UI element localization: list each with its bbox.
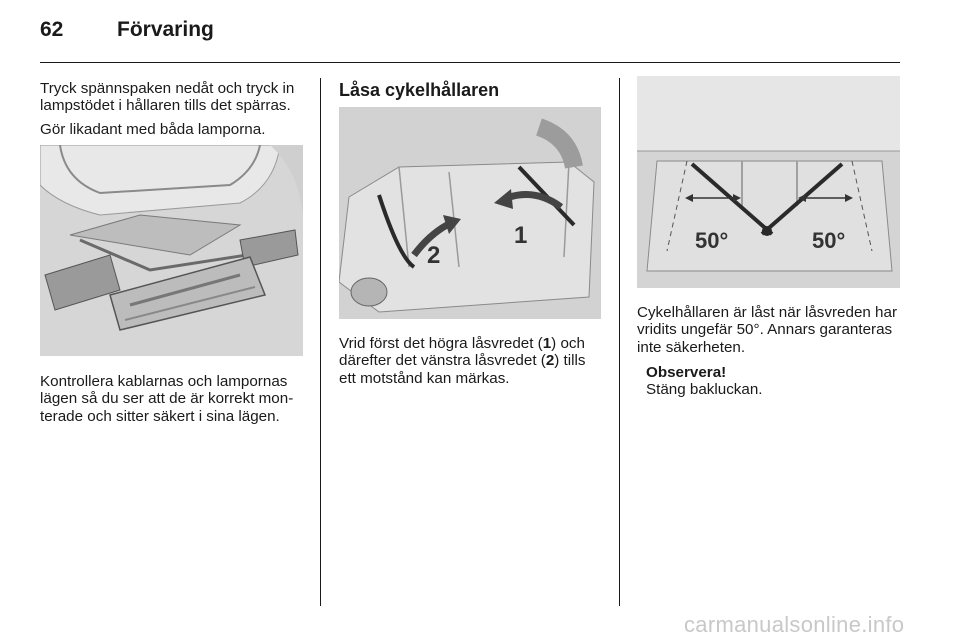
col1-para3: Kontrollera kablarnas och lampornas lägen så du ser att de är korrekt monterade och sitter säkert i sina lägen. <box>40 373 294 425</box>
angle-label-right: 50° <box>812 228 846 253</box>
ref-2: 2 <box>545 352 555 370</box>
col1-para1: Tryck spännspaken nedåt och tryck in lampstödet i hållaren tills det spärras. <box>40 80 295 115</box>
watermark: carmanualsonline.info <box>684 612 905 637</box>
section-heading: Låsa cykelhållaren <box>339 80 500 100</box>
note-title: Observera! <box>646 364 727 381</box>
note-text: Stäng bakluckan. <box>646 381 763 399</box>
note-box <box>646 364 763 399</box>
callout-1: 1 <box>514 222 528 249</box>
col1-para2: Gör likadant med båda lamporna. <box>40 121 266 138</box>
lock-knobs-illustration <box>339 107 601 319</box>
callout-2: 2 <box>427 242 441 269</box>
lamp-mount-illustration <box>40 145 303 356</box>
page-title: Förvaring <box>117 18 214 41</box>
ref-1: 1 <box>542 335 552 352</box>
lock-angle-illustration <box>637 76 900 288</box>
header-rule <box>40 62 900 63</box>
col2-para1: Vrid först det högra låsvredet (1) och därefter det vänstra låsvredet (2) tills ett motstånd kan märkas. <box>339 335 586 387</box>
page-number: 62 <box>40 18 64 41</box>
column-divider-2 <box>619 78 620 606</box>
col3-para1: Cykelhållaren är låst när låsvreden har vridits ungefär 50°. Annars garanteras inte säkerheten. <box>637 304 898 356</box>
column-divider-1 <box>320 78 321 606</box>
angle-label-left: 50° <box>695 228 729 253</box>
